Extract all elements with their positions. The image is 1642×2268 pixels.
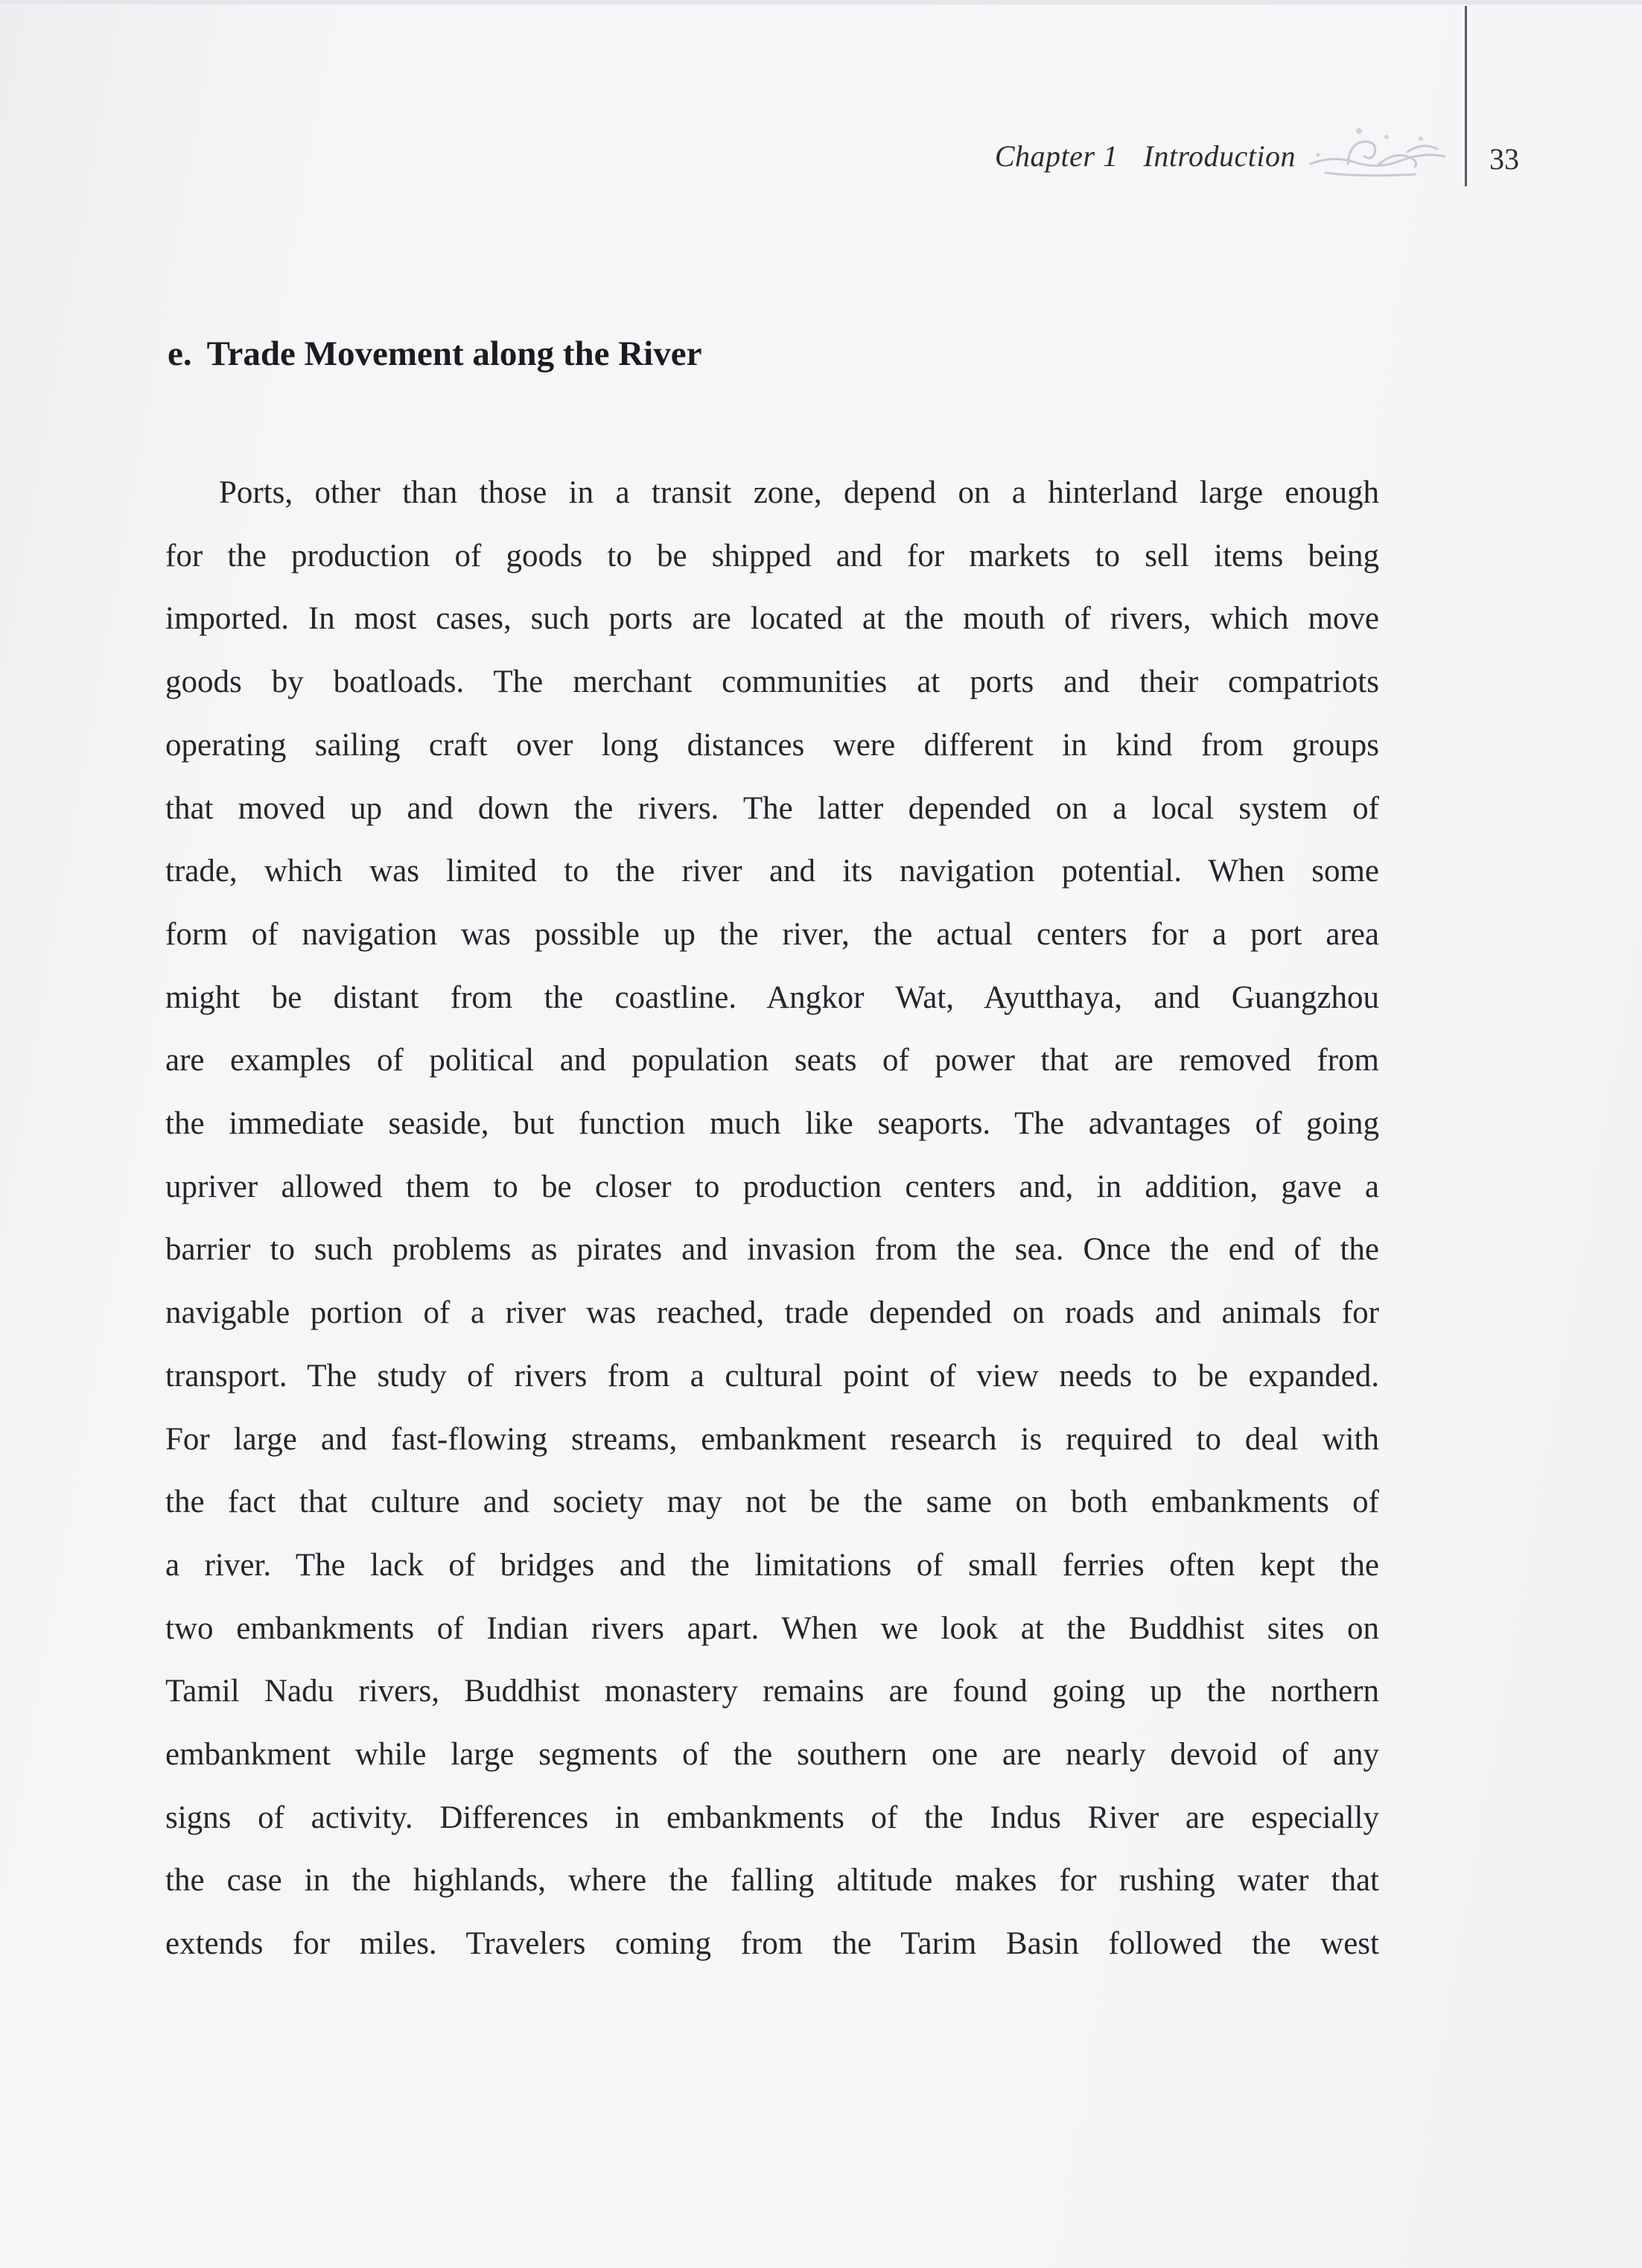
text-line: barrier to such problems as pirates and invasion from the sea. Once the end of the (165, 1232, 1379, 1268)
wave-ornament-icon (1303, 119, 1452, 186)
text-line: Tamil Nadu rivers, Buddhist monastery remains are found going up the northern (165, 1674, 1379, 1709)
text-line: operating sailing craft over long distances were different in kind from groups (165, 727, 1379, 763)
text-line: a river. The lack of bridges and the limitations of small ferries often kept the (165, 1547, 1379, 1583)
text-line: two embankments of Indian rivers apart. When we look at the Buddhist sites on (165, 1610, 1379, 1646)
text-line: upriver allowed them to be closer to production centers and, in addition, gave a (165, 1169, 1379, 1204)
page-top-edge (0, 0, 1642, 4)
running-head (879, 139, 1296, 174)
text-line: form of navigation was possible up the river, the actual centers for a port area (165, 916, 1379, 952)
text-line: might be distant from the coastline. Angkor Wat, Ayutthaya, and Guangzhou (165, 979, 1379, 1015)
text-line: the fact that culture and society may not be the same on both embankments of (165, 1484, 1379, 1520)
running-head-title: Introduction (1143, 139, 1296, 173)
text-line: that moved up and down the rivers. The latter depended on a local system of (165, 790, 1379, 826)
text-line: navigable portion of a river was reached, trade depended on roads and animals for (165, 1295, 1379, 1331)
text-line: extends for miles. Travelers coming from the Tarim Basin followed the west (165, 1926, 1379, 1962)
text-line: goods by boatloads. The merchant communities at ports and their compatriots (165, 664, 1379, 700)
text-line: embankment while large segments of the southern one are nearly devoid of any (165, 1737, 1379, 1773)
section-letter: e. (168, 334, 192, 373)
text-line: imported. In most cases, such ports are located at the mouth of rivers, which move (165, 601, 1379, 637)
text-line: the case in the highlands, where the falling altitude makes for rushing water that (165, 1863, 1379, 1899)
body-paragraph (165, 462, 1379, 1976)
section-heading (168, 334, 701, 374)
text-line: the immediate seaside, but function much like seaports. The advantages of going (165, 1106, 1379, 1142)
text-line: Ports, other than those in a transit zone, depend on a hinterland large enough (219, 475, 1379, 510)
page-number: 33 (1489, 142, 1519, 176)
text-line: transport. The study of rivers from a cultural point of view needs to be expanded. (165, 1358, 1379, 1394)
text-line: For large and fast-flowing streams, embankment research is required to deal with (165, 1421, 1379, 1457)
text-line: trade, which was limited to the river and its navigation potential. When some (165, 854, 1379, 889)
text-line: for the production of goods to be shipped and for markets to sell items being (165, 538, 1379, 574)
running-head-chapter: Chapter 1 (994, 139, 1118, 173)
section-title: Trade Movement along the River (206, 334, 702, 373)
header-vertical-rule (1465, 6, 1467, 186)
text-line: are examples of political and population seats of power that are removed from (165, 1043, 1379, 1079)
text-line: signs of activity. Differences in embankments of the Indus River are especially (165, 1800, 1379, 1835)
